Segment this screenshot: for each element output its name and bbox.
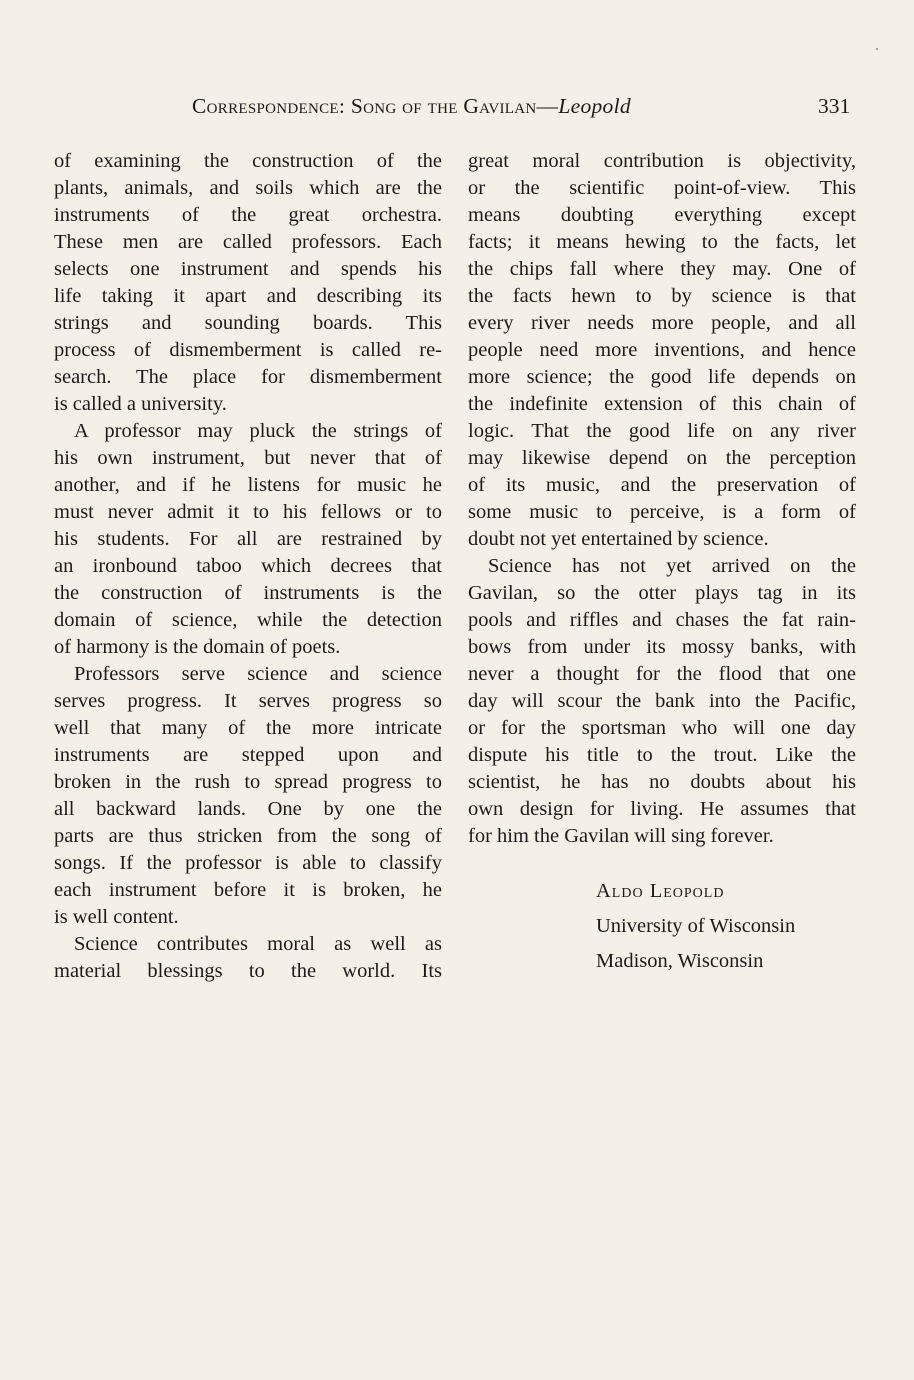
text-line: facts; it means hewing to the facts, let [468,231,856,253]
text-line: must never admit it to his fellows or to [54,501,442,523]
text-line: strings and sounding boards. This [54,312,442,334]
text-line: of examining the construction of the [54,150,442,172]
text-line: of its music, and the preservation of [468,474,856,496]
text-line: These men are called professors. Each [54,231,442,253]
text-line: material blessings to the world. Its [54,960,442,982]
text-line: of harmony is the domain of poets. [54,636,341,658]
text-line: is well content. [54,906,179,928]
text-line: Science contributes moral as well as [74,933,442,955]
text-line: pools and riffles and chases the fat rain- [468,609,856,631]
text-line: his students. For all are restrained by [54,528,442,550]
text-line: parts are thus stricken from the song of [54,825,442,847]
page-number: 331 [818,94,851,118]
text-line: or the scientific point-of-view. This [468,177,856,199]
text-line: instruments are stepped upon and [54,744,442,766]
text-line: well that many of the more intricate [54,717,442,739]
text-line: Gavilan, so the otter plays tag in its [468,582,856,604]
running-title [192,94,631,119]
text-line: people need more inventions, and hence [468,339,856,361]
text-line: his own instrument, but never that of [54,447,442,469]
text-line: A professor may pluck the strings of [74,420,442,442]
text-line: broken in the rush to spread progress to [54,771,442,793]
text-line: each instrument before it is broken, he [54,879,442,901]
text-line: another, and if he listens for music he [54,474,442,496]
text-line: means doubting everything except [468,204,856,226]
text-line: dispute his title to the trout. Like the [468,744,856,766]
text-line: doubt not yet entertained by science. [468,528,769,550]
text-line: some music to perceive, is a form of [468,501,856,523]
text-line: is called a university. [54,393,227,415]
text-line: instruments of the great orchestra. [54,204,442,226]
text-line: songs. If the professor is able to classify [54,852,442,874]
text-line: life taking it apart and describing its [54,285,442,307]
author-affiliation: University of Wisconsin [596,915,796,937]
text-line: all backward lands. One by one the [54,798,442,820]
author-location: Madison, Wisconsin [596,950,764,972]
text-line: serves progress. It serves progress so [54,690,442,712]
running-title-text: Correspondence: Song of the Gavilan— [192,94,559,118]
text-line: an ironbound taboo which decrees that [54,555,442,577]
text-line: every river needs more people, and all [468,312,856,334]
text-line: great moral contribution is objectivity, [468,150,856,172]
page-header [0,94,914,124]
text-line: Science has not yet arrived on the [488,555,856,577]
text-line: logic. That the good life on any river [468,420,856,442]
text-line: domain of science, while the detection [54,609,442,631]
signature-block [596,874,795,979]
text-line: bows from under its mossy banks, with [468,636,856,658]
author-name: Aldo Leopold [596,880,725,902]
text-line: process of dismemberment is called re- [54,339,442,361]
text-line: search. The place for dismemberment [54,366,442,388]
text-line: plants, animals, and soils which are the [54,177,442,199]
left-column [54,148,442,985]
text-line: the indefinite extension of this chain of [468,393,856,415]
text-line: never a thought for the flood that one [468,663,856,685]
text-line: own design for living. He assumes that [468,798,856,820]
text-line: for him the Gavilan will sing forever. [468,825,774,847]
text-line: the facts hewn to by science is that [468,285,856,307]
right-column [468,148,856,850]
text-line: the chips fall where they may. One of [468,258,856,280]
text-line: day will scour the bank into the Pacific, [468,690,856,712]
text-line: selects one instrument and spends his [54,258,442,280]
page-edge-speck [876,48,878,50]
text-line: the construction of instruments is the [54,582,442,604]
text-line: Professors serve science and science [74,663,442,685]
text-line: more science; the good life depends on [468,366,856,388]
running-title-author: Leopold [558,94,631,118]
text-line: or for the sportsman who will one day [468,717,856,739]
text-line: scientist, he has no doubts about his [468,771,856,793]
text-line: may likewise depend on the perception [468,447,856,469]
